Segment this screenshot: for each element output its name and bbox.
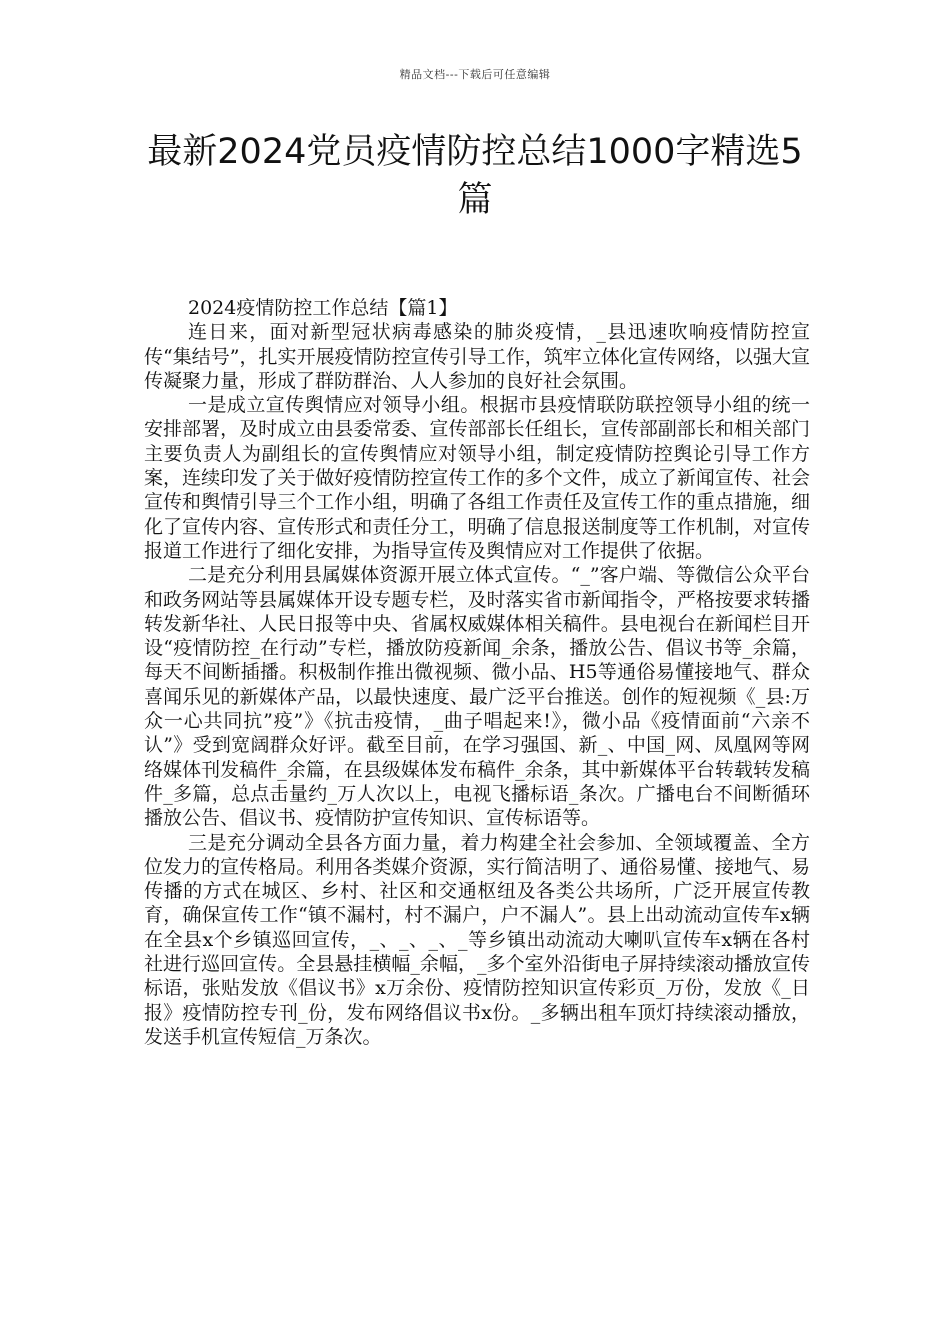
- document-body: [144, 296, 810, 1049]
- paragraph-intro: 连日来，面对新型冠状病毒感染的肺炎疫情，_县迅速吹响疫情防控宣传“集结号”，扎实开展疫情防控宣传引导工作，筑牢立体化宣传网络，以强大宣传凝聚力量，形成了群防群治、人人参加的良好社会氛围。: [144, 321, 810, 392]
- paragraph-point-two: 二是充分利用县属媒体资源开展立体式宣传。“_”客户端、等微信公众平台和政务网站等县属媒体开设专题专栏，及时落实省市新闻指令，严格按要求转播转发新华社、人民日报等中央、省属权威媒体相关稿件。县电视台在新闻栏目开设“疫情防控_在行动”专栏，播放防疫新闻_余条，播放公告、倡议书等_余篇，每天不间断插播。积极制作推出微视频、微小品、H5等通俗易懂接地气、群众喜闻乐见的新媒体产品，以最快速度、最广泛平台推送。创作的短视频《_县:万众一心共同抗”疫”》《抗击疫情，_曲子唱起来!》，微小品《疫情面前“六亲不认”》受到宽阔群众好评。截至目前，在学习强国、新_、中国_网、凤凰网等网络媒体刊发稿件_余篇，在县级媒体发布稿件_余条，其中新媒体平台转载转发稿件_多篇，总点击量约_万人次以上，电视飞播标语_条次。广播电台不间断循环播放公告、倡议书、疫情防护宣传知识、宣传标语等。: [144, 564, 810, 830]
- paragraph-point-one: 一是成立宣传舆情应对领导小组。根据市县疫情联防联控领导小组的统一安排部署，及时成立由县委常委、宣传部部长任组长，宣传部副部长和相关部门主要负责人为副组长的宣传舆情应对领导小组，制定疫情防控舆论引导工作方案，连续印发了关于做好疫情防控宣传工作的多个文件，成立了新闻宣传、社会宣传和舆情引导三个工作小组，明确了各组工作责任及宣传工作的重点措施，细化了宣传内容、宣传形式和责任分工，明确了信息报送制度等工作机制，对宣传报道工作进行了细化安排，为指导宣传及舆情应对工作提供了依据。: [144, 394, 810, 562]
- section-heading: 2024疫情防控工作总结【篇1】: [188, 297, 458, 319]
- document-title: 最新2024党员疫情防控总结1000字精选5篇: [147, 132, 803, 220]
- header-note: 精品文档---下载后可任意编辑: [399, 68, 551, 81]
- paragraph-point-three: 三是充分调动全县各方面力量，着力构建全社会参加、全领域覆盖、全方位发力的宣传格局。利用各类媒介资源，实行简洁明了、通俗易懂、接地气、易传播的方式在城区、乡村、社区和交通枢纽及各类公共场所，广泛开展宣传教育，确保宣传工作“镇不漏村，村不漏户，户不漏人”。县上出动流动宣传车x辆在全县x个乡镇巡回宣传，_、_、_、_等乡镇出动流动大喇叭宣传车x辆在各村社进行巡回宣传。全县悬挂横幅_余幅，_多个室外沿街电子屏持续滚动播放宣传标语，张贴发放《倡议书》x万余份、疫情防控知识宣传彩页_万份，发放《_日报》疫情防控专刊_份，发布网络倡议书x份。_多辆出租车顶灯持续滚动播放，发送手机宣传短信_万条次。: [144, 831, 810, 1048]
